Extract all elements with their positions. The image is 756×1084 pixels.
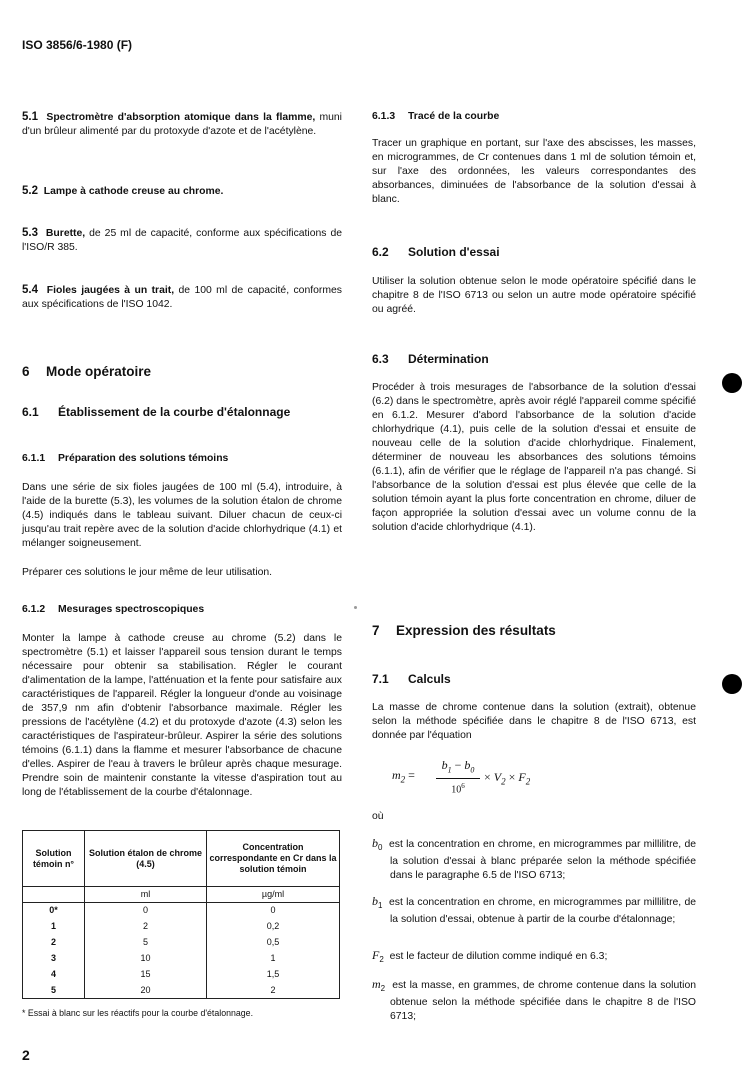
section-6-1-1-heading — [22, 452, 342, 466]
table-cell: 2 — [207, 983, 340, 999]
unit-cell: ml — [85, 887, 207, 903]
eq-minus: − — [451, 758, 465, 772]
table-row — [23, 951, 340, 967]
eq-symbol: m — [392, 768, 401, 782]
table-row — [23, 919, 340, 935]
def-text: est la concentration en chrome, en microgrammes par millilitre, de la solution d'essai à blanc préparée selon la méthode spécifiée dans le paragraphe 6.5 de l'ISO 6713; — [388, 839, 697, 882]
eq-subscript: 2 — [400, 774, 406, 785]
table-cell: 5 — [85, 935, 207, 951]
def-text: est la concentration en chrome, en microgrammes par millilitre, de la solution d'essai, obtenue à partir de la courbe d'étalonnage; — [388, 897, 697, 926]
definition-m2 — [372, 977, 696, 1024]
table-cell: 2 — [23, 935, 85, 951]
section-number: 6.2 — [372, 245, 389, 259]
section-number: 7 — [372, 623, 380, 638]
table-cell: 3 — [23, 951, 85, 967]
section-title: Calculs — [408, 672, 451, 686]
table-cell: 0,2 — [207, 919, 340, 935]
section-title: Préparation des solutions témoins — [58, 453, 229, 464]
table-cell: 0,5 — [207, 935, 340, 951]
section-number: 6.1.2 — [22, 604, 46, 615]
def-subscript: 2 — [380, 984, 386, 994]
section-title: Solution d'essai — [408, 245, 500, 259]
punch-hole-dot — [722, 373, 742, 393]
column-header: Concentration correspondante en Cr dans la solution témoin — [207, 831, 340, 887]
def-subscript: 0 — [378, 843, 383, 853]
table-cell: 4 — [23, 967, 85, 983]
item-text: de 100 ml de capacité, conformes aux spécifications de l'ISO 1042. — [22, 285, 342, 310]
section-title: Établissement de la courbe d'étalonnage — [58, 405, 291, 419]
item-title: Burette, — [45, 228, 86, 239]
page-number: 2 — [22, 1047, 30, 1063]
eq-times: × — [508, 770, 516, 784]
section-6-2-heading — [372, 245, 696, 259]
equation-rhs — [484, 770, 530, 788]
section-5-3 — [22, 226, 342, 255]
equation-fraction — [436, 758, 480, 798]
document-header: ISO 3856/6-1980 (F) — [22, 38, 133, 52]
table-cell: 5 — [23, 983, 85, 999]
punch-hole-dot — [722, 674, 742, 694]
table-cell: 20 — [85, 983, 207, 999]
paragraph: Dans une série de six fioles jaugées de 100 ml (5.4), introduire, à l'aide de la burette (5.3), les volumes de la solution étalon de chrome (4.5) indiqués dans le tableau suivant. Diluer chacun de ceux-ci jusqu'au trait repère avec de la solution d'acide chlorhydrique (4.1) et mélanger soigneusement. — [22, 482, 342, 549]
eq-symbol: b — [441, 758, 448, 772]
item-title: Fioles jaugées à un trait, — [46, 285, 175, 296]
section-number: 6.1 — [22, 405, 39, 419]
item-title: Spectromètre d'absorption atomique dans la flamme, — [46, 112, 316, 123]
table-cell: 1 — [23, 919, 85, 935]
table-footnote: * Essai à blanc sur les réactifs pour la courbe d'étalonnage. — [22, 1008, 254, 1018]
eq-subscript: 1 — [447, 765, 452, 775]
section-6-heading — [22, 365, 342, 379]
equation-numerator — [436, 758, 480, 779]
paragraph: Tracer un graphique en portant, sur l'axe des abscisses, les masses, en microgrammes, de Cr contenues dans 1 ml de solution témoin et, sur l'axe des ordonnées, les valeurs correspondantes des absorbances, diminuées de l'absorbance de la solution d'essai à blanc. — [372, 138, 696, 205]
eq-superscript: 6 — [461, 782, 465, 791]
scan-speck — [354, 606, 357, 609]
unit-cell: µg/ml — [207, 887, 340, 903]
section-number: 6.3 — [372, 352, 389, 366]
section-number: 5.3 — [22, 227, 38, 239]
eq-subscript: 2 — [501, 776, 506, 787]
section-7-heading — [372, 624, 696, 638]
paragraph: Utiliser la solution obtenue selon le mode opératoire spécifié dans le chapitre 8 de l'ISO 6713 ou selon un autre mode opératoire spécifié ou agréé. — [372, 276, 696, 315]
section-6-3-heading — [372, 352, 696, 366]
section-number: 5.2 — [22, 185, 38, 197]
eq-sign: = — [408, 768, 415, 782]
def-symbol: F — [372, 948, 380, 962]
eq-times: × — [484, 770, 491, 784]
table-cell: 10 — [85, 951, 207, 967]
section-title: Tracé de la courbe — [408, 111, 500, 122]
table-cell: 15 — [85, 967, 207, 983]
table-header-row — [23, 831, 340, 887]
def-text: est le facteur de dilution comme indiqué en 6.3; — [389, 951, 608, 962]
section-number: 6 — [22, 364, 30, 379]
def-symbol: b — [372, 836, 378, 850]
eq-subscript: 2 — [525, 776, 531, 787]
table-cell: 1 — [207, 951, 340, 967]
section-number: 6.1.1 — [22, 453, 46, 464]
section-5-2 — [22, 184, 342, 199]
section-6-1-3-heading — [372, 110, 696, 124]
paragraph: Monter la lampe à cathode creuse au chrome (5.2) dans le spectromètre (5.1) et laisser l'appareil sous tension durant le temps nécessaire pour obtenir sa stabilisation. Régler le courant d'alimentation de la lampe, l'atténuation et la fente pour satisfaire aux caractéristiques de l'appareil. Régler la longueur d'onde au voisinage de 357,9 nm afin d'obtenir l'absorbance maximale. Régler les pressions de l'acétylène (4.2) et du protoxyde d'azote (4.3) selon les caractéristiques de l'aspirateur-brûleur. Aspirer la série des solutions témoins (6.1.1) dans la flamme et mesurer l'absorbance de chacune d'elles. Aspirer de l'eau à travers le brûleur après chaque mesurage. Prendre soin de maintenir constante la vitesse d'aspiration tout au long de l'établissement de la courbe d'étalonnage. — [22, 633, 342, 798]
paragraph: Procéder à trois mesurages de l'absorbance de la solution d'essai (6.2) dans le spectromètre, après avoir réglé l'appareil comme spécifié en 6.1.2. Mesurer d'abord l'absorbance de la solution d'acide chlorhydrique (4.1), puis celle de la solution d'essai et ensuite de nouveau celle de la solution d'acide chlorhydrique. Finalement, déterminer de nouveau les absorbances des solutions témoins (6.1.1), afin de vérifier que le réglage de l'appareil n'a pas changé. Si l'absorbance de la solution d'essai est plus élevée que celle de la solution témoin ayant la plus forte concentration en chrome, diluer de façon appropriée la solution d'essai avec un volume connu de la solution d'acide chlorhydrique (4.1). — [372, 382, 696, 533]
eq-subscript: 0 — [470, 765, 475, 775]
table-cell: 0 — [85, 903, 207, 919]
table-cell: 0* — [23, 903, 85, 919]
table-cell: 0 — [207, 903, 340, 919]
def-subscript: 1 — [378, 901, 383, 911]
def-text: est la masse, en grammes, de chrome contenue dans la solution obtenue selon la méthode spécifiée dans le chapitre 8 de l'ISO 6713; — [390, 980, 697, 1023]
def-subscript: 2 — [379, 955, 384, 965]
section-6-1-heading — [22, 405, 342, 419]
section-title: Détermination — [408, 352, 489, 366]
section-5-1 — [22, 110, 342, 139]
eq-symbol: V — [493, 770, 502, 784]
table-row — [23, 935, 340, 951]
def-symbol: b — [372, 894, 378, 908]
section-6-1-2-heading — [22, 603, 342, 617]
column-header: Solution témoin n° — [23, 831, 85, 887]
section-number: 6.1.3 — [372, 111, 396, 122]
section-title: Expression des résultats — [396, 623, 556, 638]
table-row — [23, 903, 340, 919]
table-row — [23, 967, 340, 983]
eq-symbol: F — [518, 770, 526, 784]
section-title: Mesurages spectroscopiques — [58, 604, 205, 615]
unit-cell — [23, 887, 85, 903]
section-7-1-heading — [372, 672, 696, 686]
item-text: muni d'un brûleur alimenté par du protoxyde d'azote et de l'acétylène. — [22, 112, 342, 137]
definition-f2 — [372, 948, 696, 967]
table-cell: 1,5 — [207, 967, 340, 983]
section-5-4 — [22, 283, 342, 312]
column-header: Solution étalon de chrome (4.5) — [85, 831, 207, 887]
calibration-table — [22, 830, 340, 999]
eq-number: 10 — [451, 784, 462, 796]
paragraph: Préparer ces solutions le jour même de leur utilisation. — [22, 567, 273, 578]
definition-b1 — [372, 894, 696, 927]
table-row — [23, 983, 340, 999]
where-label: où — [372, 811, 384, 822]
paragraph: La masse de chrome contenue dans la solution (extrait), obtenue selon la méthode spécifiée dans le chapitre 8 de l'ISO 6713, est donnée par l'équation — [372, 702, 696, 741]
equation-denominator — [436, 779, 480, 797]
table-units-row — [23, 887, 340, 903]
section-number: 7.1 — [372, 672, 389, 686]
equation-lhs — [392, 768, 415, 786]
section-title: Mode opératoire — [46, 364, 152, 379]
eq-symbol: b — [464, 758, 471, 772]
item-text: de 25 ml de capacité, conforme aux spécifications de l'ISO/R 385. — [22, 228, 343, 253]
def-symbol: m — [372, 977, 381, 991]
section-number: 5.1 — [22, 111, 38, 123]
definition-b0 — [372, 836, 696, 883]
table-cell: 2 — [85, 919, 207, 935]
item-title: Lampe à cathode creuse au chrome. — [43, 186, 224, 197]
section-number: 5.4 — [22, 284, 38, 296]
